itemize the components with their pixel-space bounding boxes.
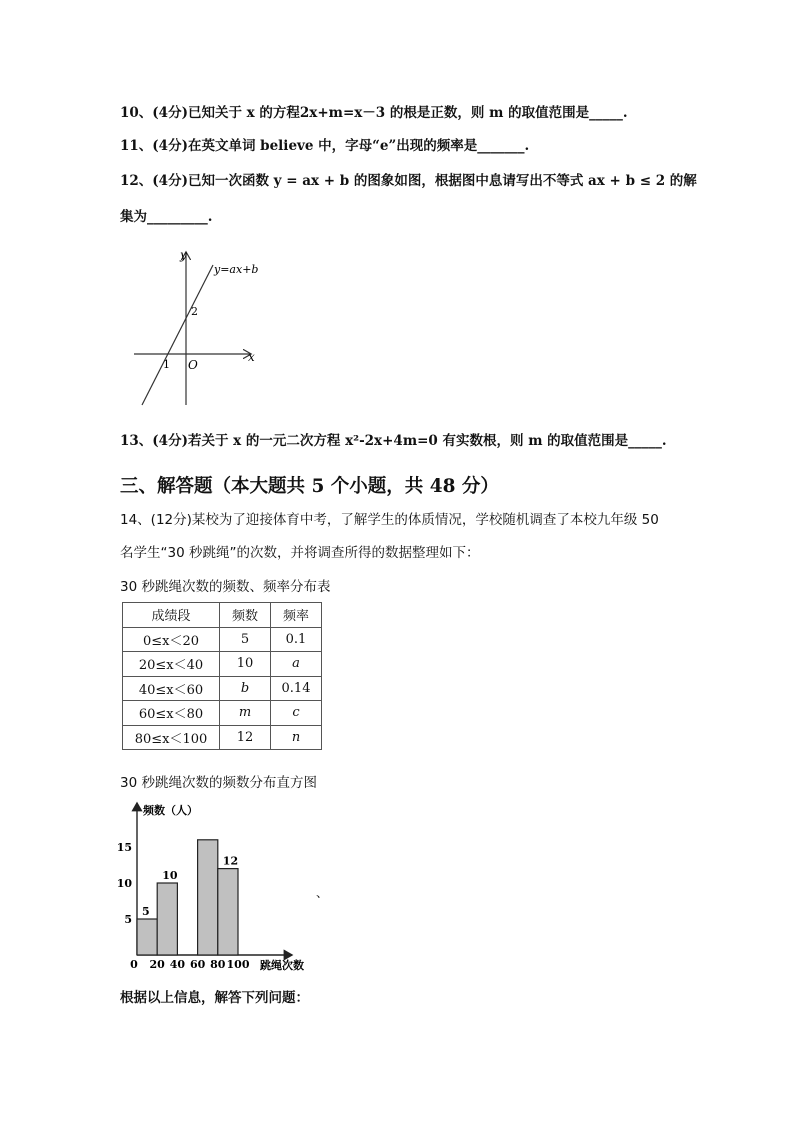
histogram-caption: 30 秒跳绳次数的频数分布直方图 [120, 775, 317, 791]
histogram-ylabel: 频数（人） [143, 804, 198, 817]
question-11: 11、(4分)在英文单词 believe 中，字母“e”出现的频率是_______. [120, 138, 530, 154]
table-row [123, 701, 322, 726]
frequency-histogram [110, 795, 330, 980]
frequency-table [122, 602, 322, 750]
histogram-data-label: 12 [222, 854, 239, 868]
question-14-line2: 名学生“30 秒跳绳”的次数，并将调查所得的数据整理如下： [120, 545, 480, 561]
table-cell: 5 [220, 627, 271, 652]
table-cell: 20≤x＜40 [123, 652, 220, 677]
section-heading: 三、解答题（本大题共 5 个小题，共 48 分） [120, 476, 499, 497]
histogram-xlabel: 跳绳次数 [260, 959, 304, 972]
histogram-x-tick: 80 [210, 958, 226, 971]
linear-function-graph [130, 245, 270, 410]
graph-y-intercept-label: 2 [191, 305, 198, 318]
table-cell: 10 [220, 652, 271, 677]
stray-mark: 、 [316, 886, 329, 900]
histogram-y-tick: 15 [116, 841, 132, 854]
table-cell: 60≤x＜80 [123, 701, 220, 726]
question-14-line1: 14、(12分)某校为了迎接体育中考，了解学生的体质情况，学校随机调查了本校九年级 50 [120, 512, 659, 528]
histogram-bar [157, 883, 177, 955]
table-cell: 12 [220, 725, 271, 750]
histogram-data-label: 5 [142, 905, 150, 918]
table-cell: 40≤x＜60 [123, 676, 220, 701]
table-row [123, 676, 322, 701]
histogram-x-tick: 20 [149, 958, 165, 971]
question-12-line1: 12、(4分)已知一次函数 y = ax + b 的图象如图，根据图中息请写出不等式 ax + b ≤ 2 的解 [120, 173, 697, 189]
histogram-x-tick: 60 [189, 958, 206, 971]
histogram-y-tick: 10 [116, 877, 132, 890]
histogram-x-tick: 0 [130, 958, 138, 971]
table-header: 频率 [271, 603, 322, 628]
question-12-line2: 集为_________. [120, 209, 213, 225]
table-cell: 0≤x＜20 [123, 627, 220, 652]
table-cell: 0.1 [271, 627, 322, 652]
table-header: 成绩段 [123, 603, 220, 628]
graph-x-label: x [248, 350, 255, 364]
table-cell: 80≤x＜100 [123, 725, 220, 750]
table-row [123, 725, 322, 750]
table-header: 频数 [220, 603, 271, 628]
histogram-data-label: 10 [162, 869, 178, 882]
graph-origin-label: O [188, 358, 198, 372]
graph-y-label: y [180, 248, 187, 262]
histogram-bar [218, 869, 238, 955]
histogram-bar [137, 919, 157, 955]
histogram-bar [198, 840, 218, 955]
table-cell: c [271, 701, 322, 726]
histogram-y-tick: 5 [124, 913, 132, 926]
graph-x-intercept-label: 1 [163, 358, 170, 371]
graph-function-line [142, 265, 213, 405]
histogram-x-tick: 40 [169, 958, 186, 971]
closing-instruction: 根据以上信息，解答下列问题： [120, 990, 309, 1006]
table-cell: n [271, 725, 322, 750]
graph-line-label: y=ax+b [214, 263, 259, 276]
table-cell: a [271, 652, 322, 677]
table-cell: 0.14 [271, 676, 322, 701]
question-13: 13、(4分)若关于 x 的一元二次方程 x²-2x+4m=0 有实数根，则 m 的取值范围是_____. [120, 433, 667, 449]
table-row [123, 652, 322, 677]
table-cell: m [220, 701, 271, 726]
table-row [123, 627, 322, 652]
table-cell: b [220, 676, 271, 701]
table-header-row [123, 603, 322, 628]
table-caption: 30 秒跳绳次数的频数、频率分布表 [120, 579, 331, 595]
question-10: 10、(4分)已知关于 x 的方程2x+m=x－3 的根是正数，则 m 的取值范围是_____. [120, 105, 628, 121]
histogram-x-tick: 100 [226, 958, 250, 971]
